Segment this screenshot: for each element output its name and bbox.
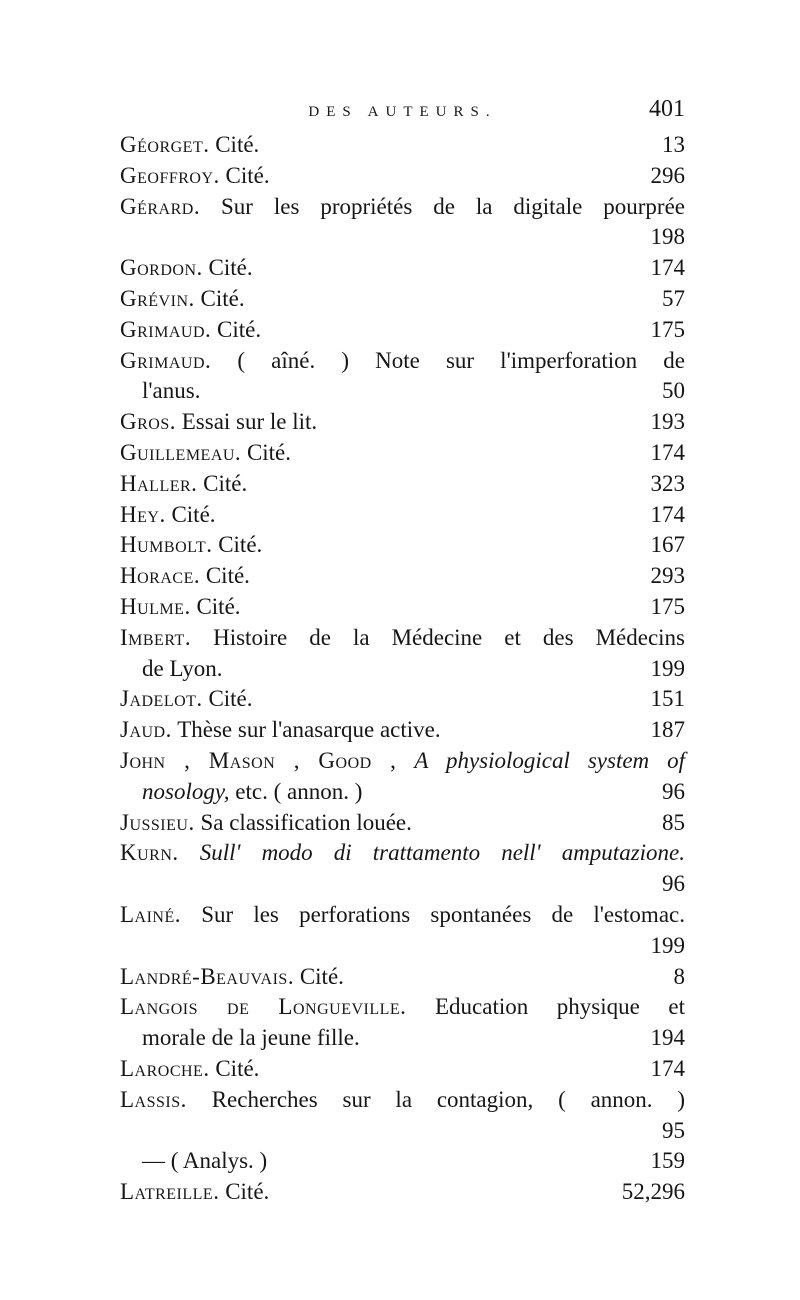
index-entry bbox=[120, 592, 685, 623]
author-name: Jaud. bbox=[120, 717, 172, 743]
page-reference: 175 bbox=[650, 316, 685, 342]
author-name: Grimaud. bbox=[120, 347, 212, 373]
index-entry bbox=[120, 623, 685, 685]
index-entry bbox=[120, 346, 685, 408]
entry-continuation: l'anus. bbox=[142, 378, 201, 404]
index-entry bbox=[120, 284, 685, 315]
page-reference: 199 bbox=[650, 932, 685, 958]
author-name: Horace. bbox=[120, 563, 201, 589]
index-entry bbox=[120, 838, 685, 900]
entry-title: Cité. bbox=[225, 1179, 270, 1205]
entry-title: Education physique et bbox=[435, 994, 686, 1020]
author-name: Geoffroy. bbox=[120, 162, 220, 188]
entry-title: Thèse sur l'anasarque active. bbox=[177, 717, 441, 743]
index-entry bbox=[120, 900, 685, 962]
entry-title: Cité. bbox=[217, 316, 262, 342]
entry-title: Cité. bbox=[299, 963, 344, 989]
index-entry bbox=[120, 561, 685, 592]
entry-title: Sa classification louée. bbox=[200, 809, 412, 835]
author-name: John , Mason , Good , bbox=[120, 747, 397, 773]
page-reference: 199 bbox=[650, 655, 685, 681]
author-name: Lassis. bbox=[120, 1086, 187, 1112]
entry-continuation-italic: nosology, bbox=[142, 778, 230, 804]
index-entry bbox=[120, 407, 685, 438]
page-reference: 167 bbox=[650, 532, 685, 558]
entry-title: Histoire de la Médecine et des Médecins bbox=[213, 624, 685, 650]
index-entry bbox=[120, 715, 685, 746]
page-reference: 187 bbox=[650, 717, 685, 743]
page-reference: 96 bbox=[662, 778, 685, 804]
entry-title: Cité. bbox=[215, 1055, 260, 1081]
author-name: Grévin. bbox=[120, 285, 195, 311]
author-name: Géorget. bbox=[120, 132, 210, 157]
entry-title: Cité. bbox=[203, 470, 248, 496]
page-reference: 174 bbox=[650, 439, 685, 465]
index-entry bbox=[120, 315, 685, 346]
entry-title: Cité. bbox=[208, 255, 253, 281]
entry-title: Cité. bbox=[246, 439, 292, 465]
index-entry bbox=[120, 130, 685, 161]
page-reference: 52,296 bbox=[621, 1179, 685, 1205]
author-name: Gros. bbox=[120, 409, 176, 435]
page-reference: 174 bbox=[650, 1055, 685, 1081]
author-name: Lainé. bbox=[120, 901, 182, 927]
entry-title: Cité. bbox=[208, 686, 253, 712]
index-entry bbox=[120, 1177, 685, 1208]
entry-title-italic: Sull' modo di trattamento nell' amputazione. bbox=[199, 840, 685, 866]
page-reference: 96 bbox=[662, 871, 685, 897]
author-name: Jadelot. bbox=[120, 686, 203, 712]
index-entry bbox=[120, 1054, 685, 1085]
index-entry bbox=[120, 192, 685, 254]
index-entry bbox=[120, 808, 685, 839]
entry-continuation: de Lyon. bbox=[142, 655, 223, 681]
entry-title: Cité. bbox=[171, 501, 216, 527]
index-entry bbox=[120, 253, 685, 284]
page-reference: 194 bbox=[650, 1025, 685, 1051]
index-entry bbox=[120, 161, 685, 192]
entry-title: Cité. bbox=[196, 593, 241, 619]
author-name: Grimaud. bbox=[120, 316, 212, 342]
entry-title: Sur les perforations spontanées de l'estomac. bbox=[201, 901, 685, 927]
page-reference: 174 bbox=[650, 501, 685, 527]
index-entry bbox=[120, 992, 685, 1054]
sub-entry-text: — ( Analys. ) bbox=[142, 1148, 268, 1174]
author-name: Laroche. bbox=[120, 1055, 210, 1081]
index-entry bbox=[120, 530, 685, 561]
entry-continuation: morale de la jeune fille. bbox=[142, 1025, 360, 1051]
entry-title: Cité. bbox=[225, 162, 270, 188]
author-name: Kurn. bbox=[120, 840, 179, 866]
author-name: Jussieu. bbox=[120, 809, 195, 835]
index-entry bbox=[120, 438, 685, 469]
entry-title: Recherches sur la contagion, ( annon. ) bbox=[211, 1086, 685, 1112]
page-reference: 50 bbox=[662, 378, 685, 404]
page-reference: 8 bbox=[673, 963, 685, 989]
index-entry bbox=[120, 1085, 685, 1147]
entry-title: ( aîné. ) Note sur l'imperforation de bbox=[237, 347, 685, 373]
author-name: Gérard. bbox=[120, 193, 201, 219]
entry-title-italic: A physiological system of bbox=[414, 747, 685, 773]
entry-title: Essai sur le lit. bbox=[181, 409, 318, 435]
page-reference: 174 bbox=[650, 255, 685, 281]
page-reference: 296 bbox=[650, 162, 685, 188]
index-entry bbox=[120, 684, 685, 715]
author-name: Imbert. bbox=[120, 624, 192, 650]
page-number: 401 bbox=[649, 96, 685, 122]
page-reference: 85 bbox=[662, 809, 685, 835]
entry-title: Sur les propriétés de la digitale pourprée bbox=[221, 193, 685, 219]
running-title: DES AUTEURS. bbox=[308, 104, 497, 120]
author-index-list bbox=[120, 130, 685, 1208]
entry-title: Cité. bbox=[205, 563, 250, 589]
page-reference: 323 bbox=[650, 470, 685, 496]
index-entry bbox=[120, 746, 685, 808]
author-name: Latreille. bbox=[120, 1179, 220, 1205]
page-reference: 175 bbox=[650, 593, 685, 619]
author-name: Humbolt. bbox=[120, 532, 213, 558]
author-name: Gordon. bbox=[120, 255, 203, 281]
index-entry bbox=[120, 500, 685, 531]
author-name: Hey. bbox=[120, 501, 166, 527]
author-name: Langois de Longueville. bbox=[120, 994, 407, 1020]
author-name: Hulme. bbox=[120, 593, 191, 619]
page-reference: 57 bbox=[662, 285, 685, 311]
index-entry bbox=[120, 962, 685, 993]
page-reference: 151 bbox=[650, 686, 685, 712]
index-entry bbox=[120, 469, 685, 500]
entry-continuation: etc. ( annon. ) bbox=[235, 778, 363, 804]
index-entry bbox=[120, 1146, 685, 1177]
entry-title: Cité. bbox=[200, 285, 245, 311]
page-reference: 95 bbox=[662, 1117, 685, 1143]
page-reference: 193 bbox=[650, 409, 685, 435]
page-header bbox=[120, 96, 685, 130]
author-name: Haller. bbox=[120, 470, 198, 496]
entry-title: Cité. bbox=[215, 132, 260, 157]
page-reference: 159 bbox=[650, 1148, 685, 1174]
entry-title: Cité. bbox=[218, 532, 263, 558]
page-reference: 13 bbox=[662, 132, 685, 157]
page-reference: 198 bbox=[650, 224, 685, 250]
author-name: Landré-Beauvais. bbox=[120, 963, 295, 989]
page-reference: 293 bbox=[650, 563, 685, 589]
author-name: Guillemeau. bbox=[120, 439, 242, 465]
